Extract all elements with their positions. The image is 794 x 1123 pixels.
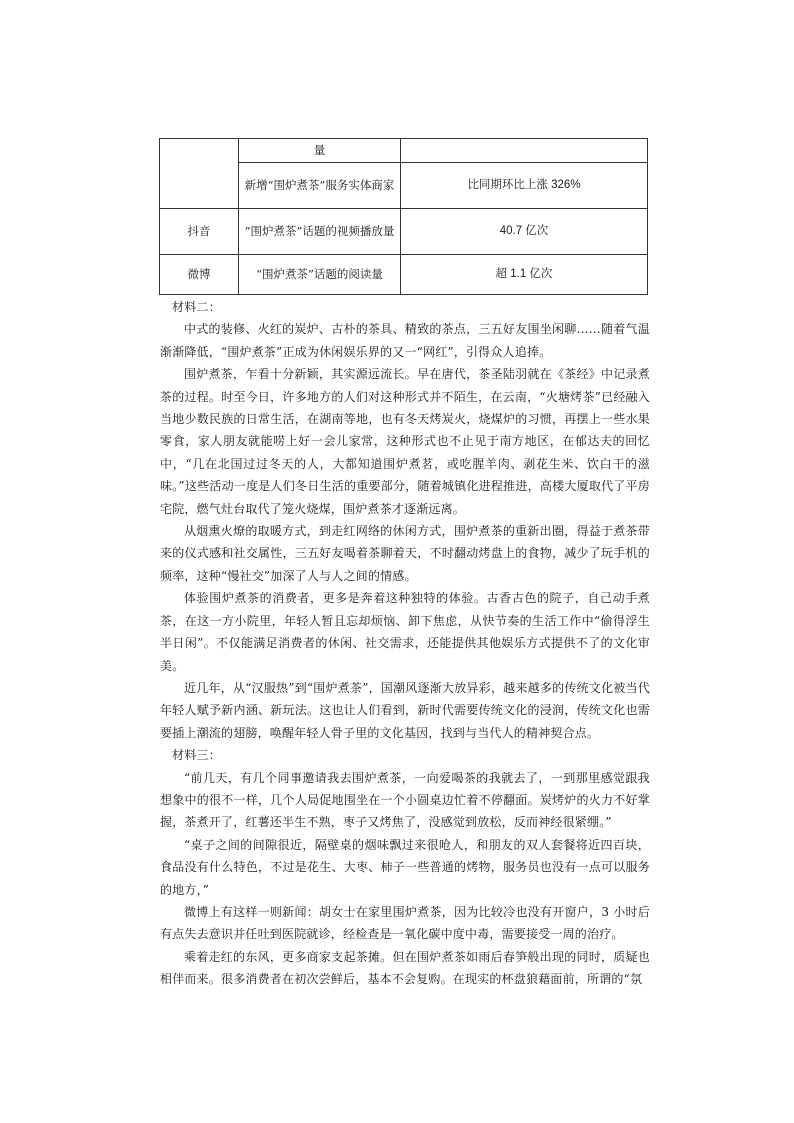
- section-heading: 材料三：: [172, 748, 221, 763]
- value-cell: [401, 139, 648, 163]
- table-row: [160, 209, 648, 255]
- paragraph: 微博上有这样一则新闻：胡女士在家里围炉煮茶，因为比较冷也没有开窗户，3 小时后有点失去意识并任吐到医院就诊，经检查是一氧化碳中度中毒，需要接受一周的治疗。: [160, 904, 650, 942]
- paragraph: 乘着走红的东风，更多商家支起茶摊。但在围炉煮茶如雨后春笋般出现的同时，质疑也相伴而来。很多消费者在初次尝鲜后，基本不会复购。在现实的杯盘狼藉面前，所谓的“氛: [160, 949, 650, 987]
- paragraph: 围炉煮茶，乍看十分新颖，其实源远流长。早在唐代，茶圣陆羽就在《茶经》中记录煮茶的过程。时至今日，许多地方的人们对这种形式并不陌生，在云南，“火塘烤茶”已经融入当地少数民族的日常生活，在湖南等地，也有冬天烤炭火，烧煤炉的习惯，再摆上一些水果零食，家人朋友就能唠上好一会儿家常，这种形式也不止见于南方地区，在郁达夫的回忆中，“几在北国过过冬天的人，大都知道围炉煮茗，或吃腥羊肉、剥花生米、饮白干的滋味。”这些活动一度是人们冬日生活的重要部分，随着城镇化进程推进，高楼大厦取代了平房宅院，燃气灶台取代了笼火烧煤，围炉煮茶才逐渐远离。: [160, 367, 650, 516]
- paragraph: 近几年，从“汉服热”到“围炉煮茶”，国潮风逐渐大放异彩，越来越多的传统文化被当代年轻人赋予新内涵、新玩法。这也让人们看到，新时代需要传统文化的浸润，传统文化也需要插上潮流的翅膀，唤醒年轻人骨子里的文化基因，找到与当代人的精神契合点。: [160, 680, 650, 740]
- paragraph: 从烟熏火燎的取暖方式，到走红网络的休闲方式，围炉煮茶的重新出圈，得益于煮茶带来的仪式感和社交属性，三五好友喝着茶聊着天，不时翻动烤盘上的食物，减少了玩手机的频率，这种“慢社交”加深了人与人之间的情感。: [160, 524, 650, 583]
- table-row: [160, 139, 648, 163]
- indicator-cell: 新增“围炉煮茶”服务实体商家: [239, 163, 401, 209]
- value-cell: 40.7 亿次: [401, 209, 648, 255]
- value-cell: 超 1.1 亿次: [401, 255, 648, 295]
- value-cell: 比同期环比上涨 326%: [401, 163, 648, 209]
- paragraph: “前几天，有几个同事邀请我去围炉煮茶，一向爱喝茶的我就去了，一到那里感觉跟我想象中的很不一样，几个人局促地围坐在一个小圆桌边忙着不停翻面。炭烤炉的火力不好掌握，茶煮开了，红薯还半生不熟，枣子又烤焦了，没感觉到放松，反而神经很紧绷。”: [160, 770, 650, 830]
- section-heading: 材料二：: [172, 300, 221, 314]
- paragraph: 中式的装修、火红的炭炉、古朴的茶具、精致的茶点，三五好友围坐闲聊……随着气温渐渐降低，“围炉煮茶”正成为休闲娱乐界的又一“网红”，引得众人追捧。: [160, 322, 650, 359]
- platform-cell-empty: [160, 139, 239, 209]
- indicator-cell: “围炉煮茶”话题的阅读量: [239, 255, 401, 295]
- platform-cell: 抖音: [160, 209, 239, 255]
- body-text: [160, 296, 650, 991]
- indicator-cell: “围炉煮茶”话题的视频播放量: [239, 209, 401, 255]
- paragraph: 体验围炉煮茶的消费者，更多是奔着这种独特的体验。古香古色的院子，自己动手煮茶，在这一方小院里，年轻人暂且忘却烦恼、卸下焦虑，从快节奏的生活工作中“偷得浮生半日闲”。不仅能满足消费者的休闲、社交需求，还能提供其他娱乐方式提供不了的文化审美。: [160, 591, 650, 673]
- indicator-cell: 量: [239, 139, 401, 163]
- paragraph: “桌子之间的间隙很近，隔壁桌的烟味飘过来很呛人，和朋友的双人套餐将近四百块，食品没有什么特色，不过是花生、大枣、柿子一些普通的烤物，服务员也没有一点可以服务的地方，”: [160, 837, 650, 897]
- table-row: [160, 255, 648, 295]
- platform-cell: 微博: [160, 255, 239, 295]
- statistics-table: [159, 138, 648, 295]
